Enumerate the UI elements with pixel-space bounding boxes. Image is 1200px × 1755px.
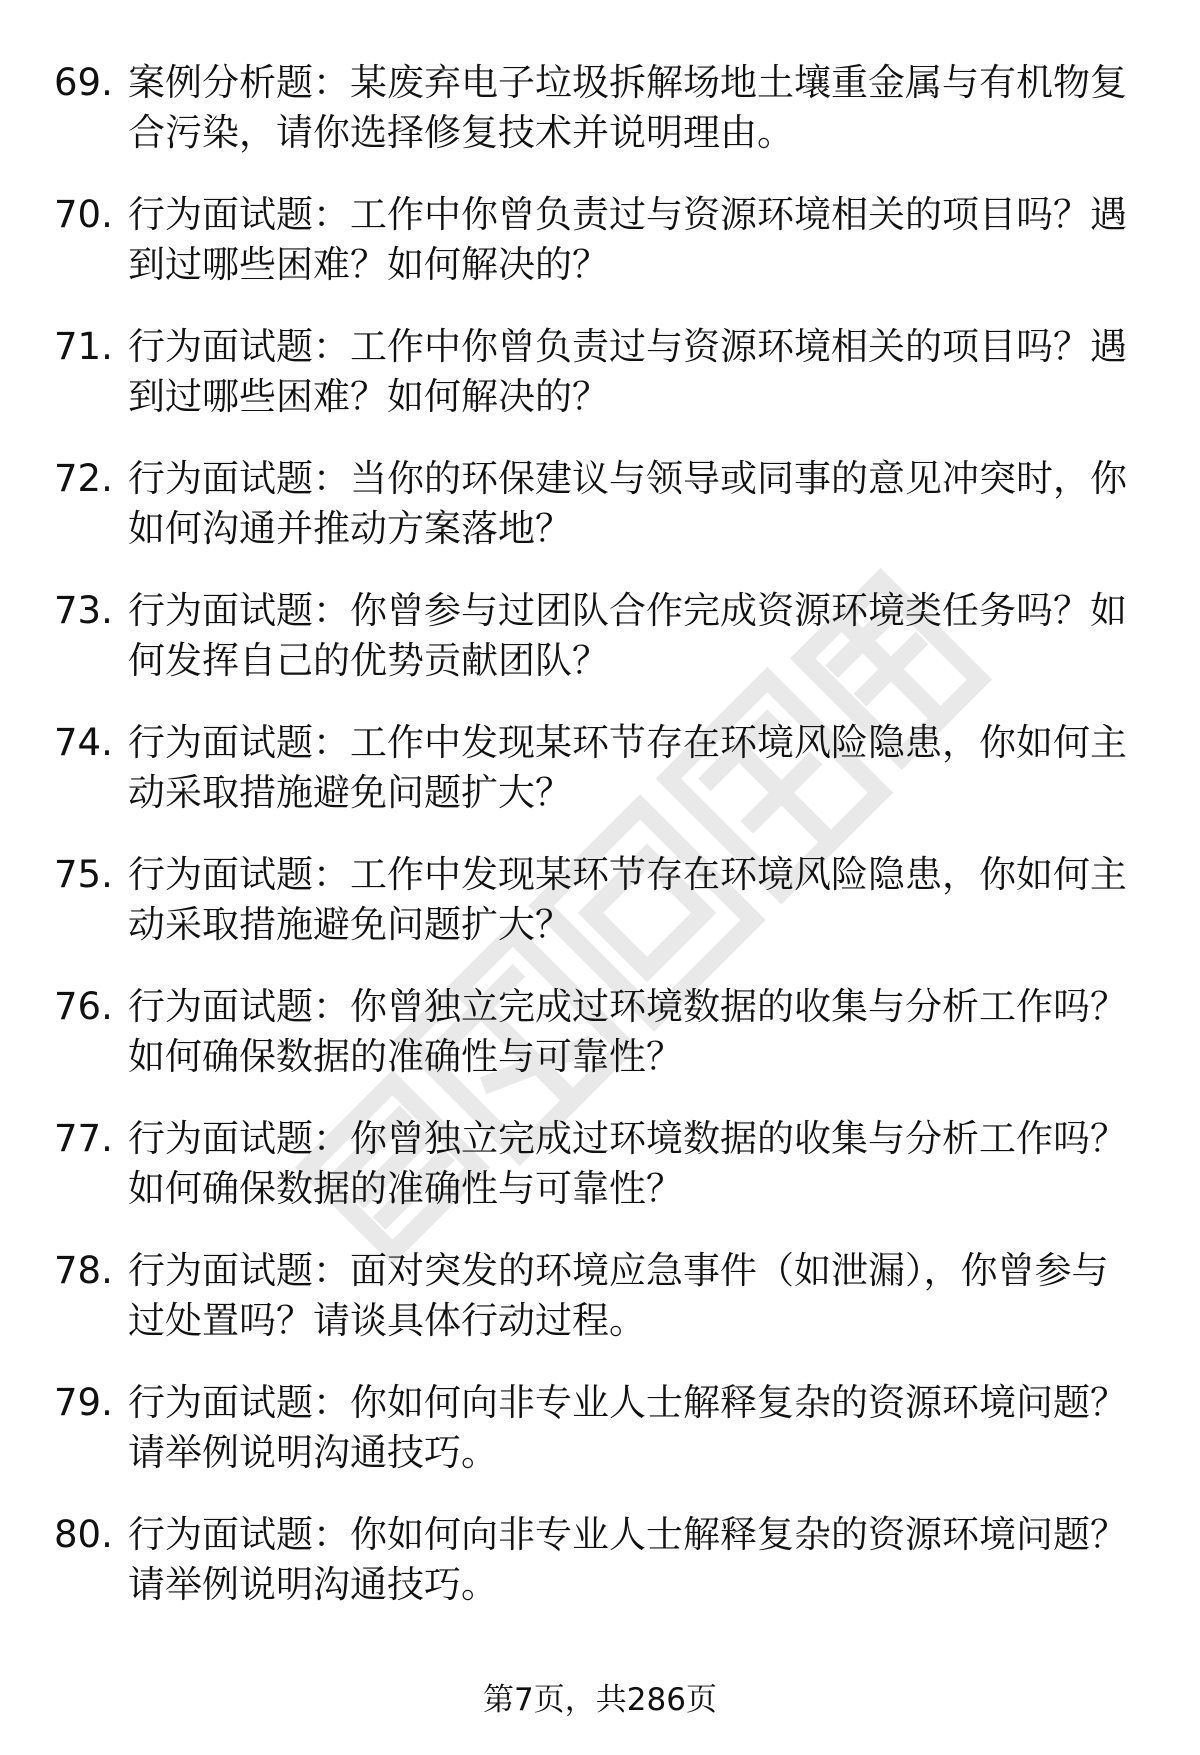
question-item: [0, 1510, 1200, 1642]
question-item: [0, 190, 1200, 322]
question-number: 77.: [54, 1117, 113, 1160]
question-number: 69.: [54, 61, 113, 104]
question-text: 行为面试题：面对突发的环境应急事件（如泄漏），你曾参与过处置吗？请谈具体行动过程。: [128, 1249, 1109, 1342]
question-text: 行为面试题：工作中发现某环节存在环境风险隐患，你如何主动采取措施避免问题扩大？: [128, 853, 1127, 946]
question-number: 79.: [54, 1381, 113, 1424]
question-text: 行为面试题：工作中你曾负责过与资源环境相关的项目吗？遇到过哪些困难？如何解决的？: [128, 325, 1127, 418]
question-number: 76.: [54, 985, 113, 1028]
question-number: 71.: [54, 325, 113, 368]
question-text: 行为面试题：工作中你曾负责过与资源环境相关的项目吗？遇到过哪些困难？如何解决的？: [128, 193, 1127, 286]
question-text: 行为面试题：你曾独立完成过环境数据的收集与分析工作吗？如何确保数据的准确性与可靠性？: [128, 985, 1127, 1078]
question-number: 80.: [54, 1513, 113, 1556]
question-item: [0, 586, 1200, 718]
question-item: [0, 1114, 1200, 1246]
question-number: 78.: [54, 1249, 113, 1292]
question-text: 行为面试题：你曾参与过团队合作完成资源环境类任务吗？如何发挥自己的优势贡献团队？: [128, 589, 1127, 682]
question-text: 行为面试题：当你的环保建议与领导或同事的意见冲突时，你如何沟通并推动方案落地？: [128, 457, 1127, 550]
page-footer: [0, 1680, 1200, 1720]
question-item: [0, 58, 1200, 190]
question-item: [0, 322, 1200, 454]
question-item: [0, 1246, 1200, 1378]
question-number: 73.: [54, 589, 113, 632]
page-number-label: 第7页，共286页: [483, 1682, 717, 1718]
question-number: 74.: [54, 721, 113, 764]
question-list: [0, 58, 1200, 1642]
question-text: 行为面试题：你如何向非专业人士解释复杂的资源环境问题？请举例说明沟通技巧。: [128, 1381, 1127, 1474]
question-item: [0, 718, 1200, 850]
question-item: [0, 982, 1200, 1114]
question-number: 75.: [54, 853, 113, 896]
question-number: 70.: [54, 193, 113, 236]
question-item: [0, 454, 1200, 586]
question-text: 案例分析题：某废弃电子垃圾拆解场地土壤重金属与有机物复合污染，请你选择修复技术并说明理由。: [128, 61, 1127, 154]
question-item: [0, 1378, 1200, 1510]
question-number: 72.: [54, 457, 113, 500]
question-item: [0, 850, 1200, 982]
question-text: 行为面试题：工作中发现某环节存在环境风险隐患，你如何主动采取措施避免问题扩大？: [128, 721, 1127, 814]
question-text: 行为面试题：你曾独立完成过环境数据的收集与分析工作吗？如何确保数据的准确性与可靠性？: [128, 1117, 1127, 1210]
question-text: 行为面试题：你如何向非专业人士解释复杂的资源环境问题？请举例说明沟通技巧。: [128, 1513, 1127, 1606]
